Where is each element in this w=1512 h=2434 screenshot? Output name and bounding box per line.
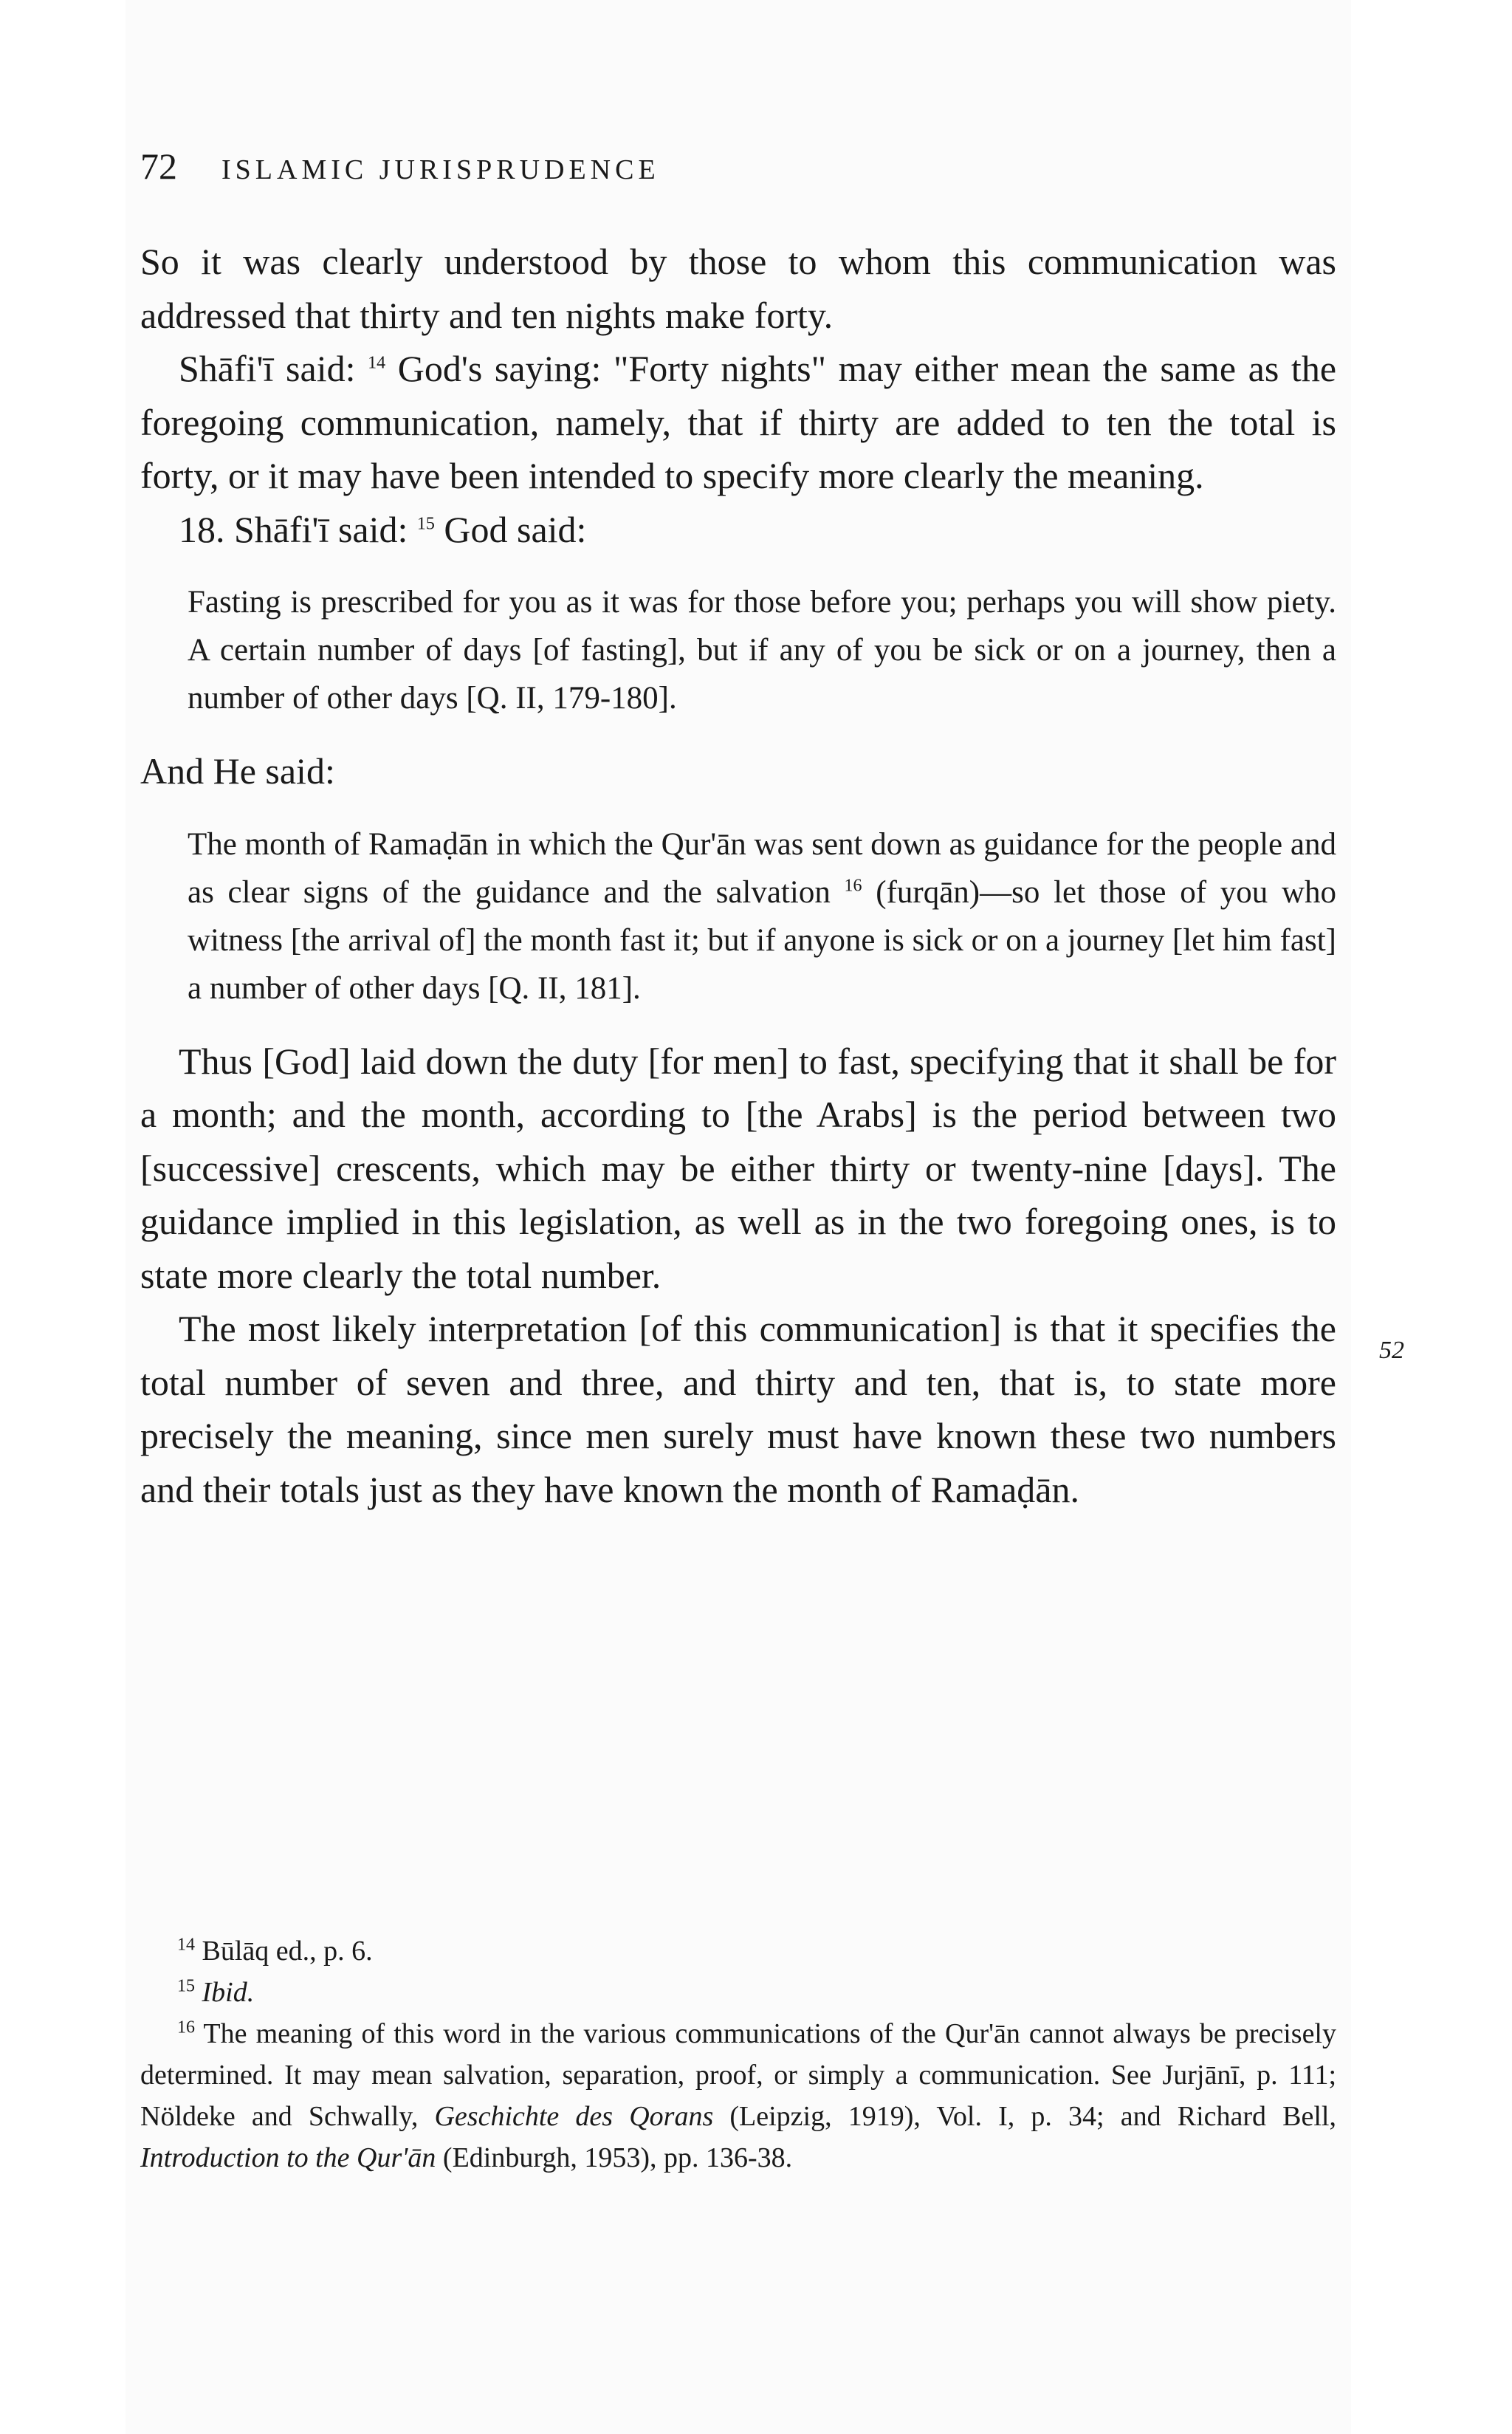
block-quote-2	[188, 820, 1336, 1012]
paragraph-6	[140, 1302, 1336, 1516]
block-quote-1	[188, 578, 1336, 722]
paragraph-1-text: So it was clearly understood by those to whom this communication was addressed that thirty and ten nights make forty.	[140, 241, 1336, 336]
footnote-16-title-1: Geschichte des Qorans	[434, 2101, 714, 2132]
block-quote-2-text-a: The month of Ramaḍān in which the Qur'ān was sent down as guidance for the people and as clear signs of the guidance and the salvation	[188, 826, 1336, 910]
paragraph-3	[140, 503, 1336, 557]
paragraph-5	[140, 1035, 1336, 1303]
footnote-16-title-2: Introduction to the Qur'ān	[140, 2142, 436, 2173]
paragraph-2-text-b: God's saying: "Forty nights" may either mean the same as the foregoing communication, namely, that if thirty are added to ten the total is forty, or it may have been intended to specify more clearly the meaning.	[140, 348, 1337, 496]
footnote-ref-14: 14	[368, 353, 386, 373]
footnotes	[140, 1930, 1336, 2178]
footnote-ref-15: 15	[416, 513, 435, 533]
footnote-16-text-e: (Edinburgh, 1953), pp. 136-38.	[442, 2142, 793, 2173]
paragraph-2-text-a: Shāfi'ī said:	[179, 348, 356, 389]
paragraph-1	[140, 235, 1336, 342]
footnote-16-text-c: (Leipzig, 1919), Vol. I, p. 34; and Richard Bell,	[729, 2101, 1336, 2132]
running-head: ISLAMIC JURISPRUDENCE	[221, 154, 660, 185]
footnote-15-mark: 15	[177, 1976, 195, 1996]
paragraph-4-text: And He said:	[140, 750, 335, 792]
footnote-ref-16: 16	[844, 876, 862, 896]
paragraph-3-text-b: God said:	[444, 508, 587, 550]
block-quote-2-text-b: (furqān)—so let those of you who witness [the arrival of] the month fast it; but if anyone is sick or on a journey [let him fast] a number of other days [Q. II, 181].	[188, 874, 1337, 1006]
paragraph-5-text: Thus [God] laid down the duty [for men] to fast, specifying that it shall be for a month; and the month, according to [the Arabs] is the period between two [successive] crescents, which may be either thirty or twenty-nine [days]. The guidance implied in this legislation, as well as in the two foregoing ones, is to state more clearly the total number.	[140, 1040, 1336, 1296]
paragraph-4	[140, 744, 1336, 798]
paragraph-2	[140, 342, 1336, 503]
page-number: 72	[140, 145, 177, 187]
footnote-15-text: Ibid.	[202, 1977, 255, 2008]
paragraph-6-text: The most likely interpretation [of this communication] is that it specifies the total number of seven and three, and thirty and ten, that is, to state more precisely the meaning, since men surely must have known these two numbers and their totals just as they have known the month of Ramaḍān.	[140, 1308, 1336, 1510]
block-quote-1-text: Fasting is prescribed for you as it was for those before you; perhaps you will show piety. A certain number of days [of fasting], but if any of you be sick or on a journey, then a number of other days [Q. II, 179-180].	[188, 585, 1336, 716]
footnote-14-text: Būlāq ed., p. 6.	[202, 1936, 373, 1967]
main-text	[140, 235, 1336, 1516]
page-header	[140, 145, 1351, 196]
margin-paragraph-number: 52	[1379, 1337, 1404, 1364]
footnote-15	[140, 1972, 1336, 2013]
footnote-16-mark: 16	[177, 2018, 195, 2037]
footnote-16-text-a: The meaning of this word in the various communications of the Qur'ān cannot always be precisely determined. It may mean salvation, separation, proof, or simply a communication. See Jurjānī, p. 111; Nöldeke and Schwally,	[140, 2018, 1336, 2132]
footnote-14-mark: 14	[177, 1935, 195, 1955]
paragraph-3-text-a: 18. Shāfi'ī said:	[179, 508, 408, 550]
footnote-16	[140, 2013, 1336, 2178]
footnote-14	[140, 1930, 1336, 1972]
